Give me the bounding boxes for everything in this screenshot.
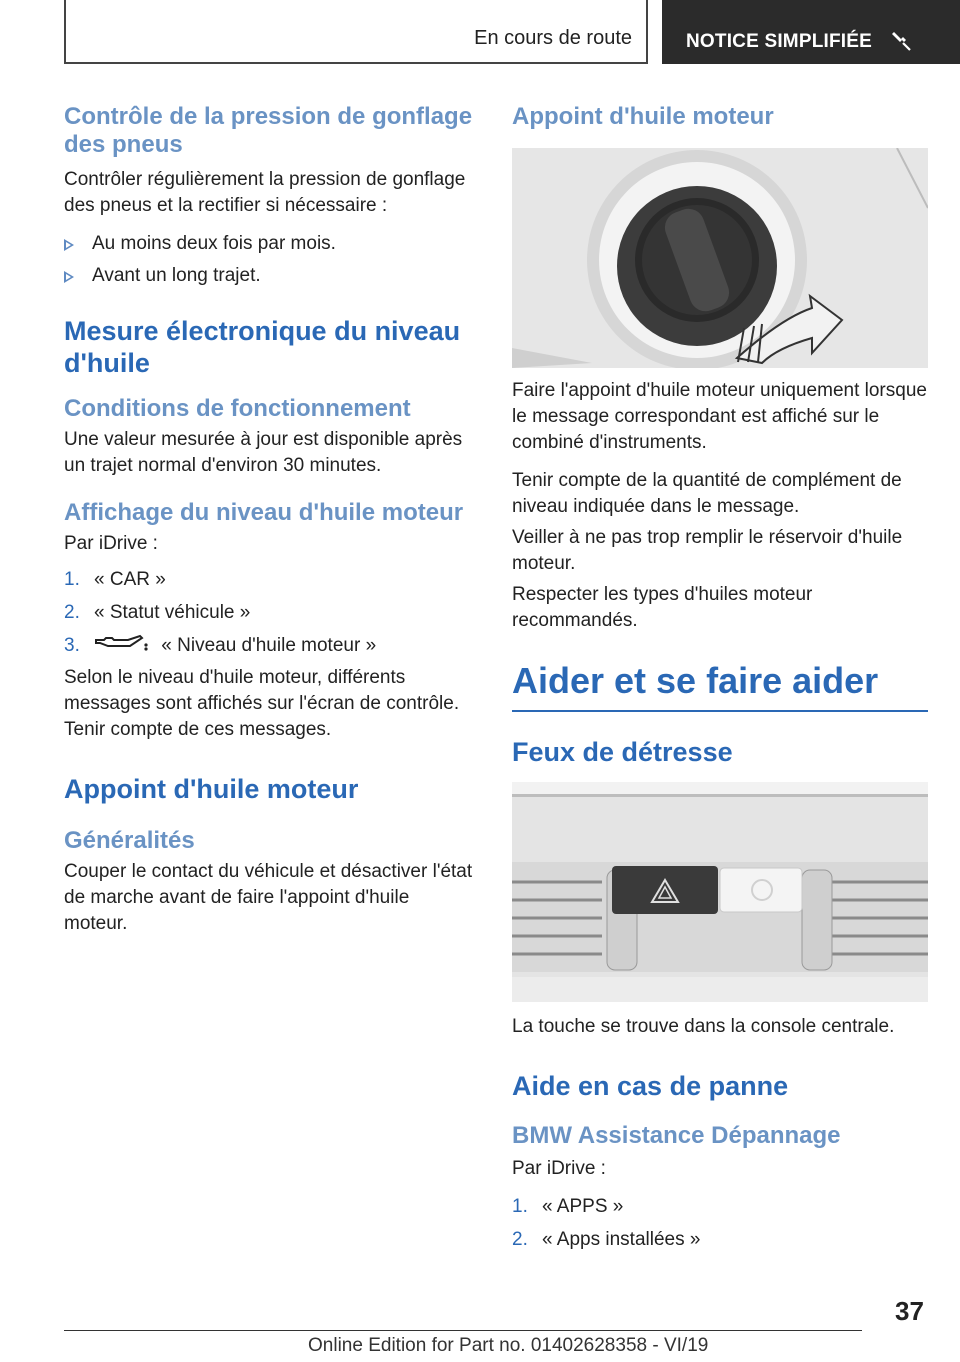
- header-tab-label: NOTICE SIMPLIFIÉE: [686, 31, 873, 52]
- paragraph-selon: Selon le niveau d'huile moteur, différents messages sont affichés sur l'écran de contrôle. Tenir compte de ces messages.: [64, 667, 460, 740]
- paragraph-appoint-1: Faire l'appoint d'huile moteur uniquement lorsque le message correspondant est affiché sur le combiné d'instruments.: [512, 380, 927, 453]
- pin-icon: [890, 30, 912, 52]
- heading-feux-detresse: Feux de détresse: [512, 737, 733, 767]
- step-text: « Niveau d'huile moteur »: [161, 635, 377, 656]
- step-item: [64, 567, 476, 593]
- header-section-box: [64, 0, 648, 64]
- bullet-triangle-icon: [64, 239, 74, 251]
- bullet-triangle-icon: [64, 271, 74, 283]
- heading-aider: Aider et se faire aider: [512, 660, 879, 701]
- footer-edition: Online Edition for Part no. 01402628358 - VI/19: [308, 1335, 709, 1356]
- paragraph-par-idrive: Par iDrive :: [64, 533, 158, 554]
- step-text: « CAR »: [94, 569, 166, 590]
- step-text: « Statut véhicule »: [94, 602, 251, 623]
- left-column: [64, 100, 476, 937]
- heading-appoint-huile-right: Appoint d'huile moteur: [512, 103, 774, 130]
- page-number: 37: [895, 1296, 924, 1326]
- step-item: [512, 1194, 928, 1220]
- step-number: 3.: [64, 635, 80, 656]
- oil-cap-image: [512, 148, 928, 368]
- step-item: [512, 1227, 928, 1253]
- header-tab: [662, 0, 960, 64]
- heading-affichage: Affichage du niveau d'huile moteur: [64, 499, 464, 526]
- heading-pression-pneus: Contrôle de la pression de gonflage des pneus: [64, 103, 473, 158]
- header-section-title: En cours de route: [474, 27, 632, 49]
- step-number: 1.: [512, 1196, 528, 1217]
- list-item: [64, 263, 476, 289]
- paragraph-pression: Contrôler régulièrement la pression de gonflage des pneus et la rectifier si nécessaire :: [64, 169, 466, 216]
- paragraph-appoint-2: Tenir compte de la quantité de complément de niveau indiquée dans le message.: [512, 470, 902, 517]
- step-number: 2.: [512, 1229, 528, 1250]
- step-number: 1.: [64, 569, 80, 590]
- heading-mesure-niveau: Mesure électronique du niveau d'huile: [64, 316, 461, 378]
- oil-can-icon: [94, 634, 150, 654]
- list-item-text: Avant un long trajet.: [92, 265, 261, 286]
- step-item: [64, 633, 476, 659]
- footer-rule: [64, 1330, 862, 1331]
- paragraph-conditions: Une valeur mesurée à jour est disponible après un trajet normal d'environ 30 minutes.: [64, 429, 463, 476]
- step-number: 2.: [64, 602, 80, 623]
- list-item: [64, 231, 476, 257]
- step-text: « Apps installées »: [542, 1229, 701, 1250]
- heading-aide-panne: Aide en cas de panne: [512, 1071, 789, 1101]
- heading-generalites: Généralités: [64, 827, 195, 854]
- list-item-text: Au moins deux fois par mois.: [92, 233, 336, 254]
- paragraph-par-idrive-right: Par iDrive :: [512, 1158, 606, 1179]
- step-item: [64, 600, 476, 626]
- hazard-button-image: [512, 782, 928, 1002]
- heading-rule: [512, 710, 928, 712]
- paragraph-appoint-4: Respecter les types d'huiles moteur recommandés.: [512, 584, 813, 631]
- heading-bmw-assistance: BMW Assistance Dépannage: [512, 1122, 841, 1149]
- paragraph-generalites: Couper le contact du véhicule et désactiver l'état de marche avant de faire l'appoint d'huile moteur.: [64, 861, 473, 934]
- heading-conditions: Conditions de fonctionnement: [64, 395, 411, 422]
- right-column: [512, 100, 928, 1253]
- heading-appoint-huile: Appoint d'huile moteur: [64, 774, 359, 804]
- paragraph-feux: La touche se trouve dans la console centrale.: [512, 1016, 895, 1037]
- paragraph-appoint-3: Veiller à ne pas trop remplir le réservoir d'huile moteur.: [512, 527, 903, 574]
- step-text: « APPS »: [542, 1196, 624, 1217]
